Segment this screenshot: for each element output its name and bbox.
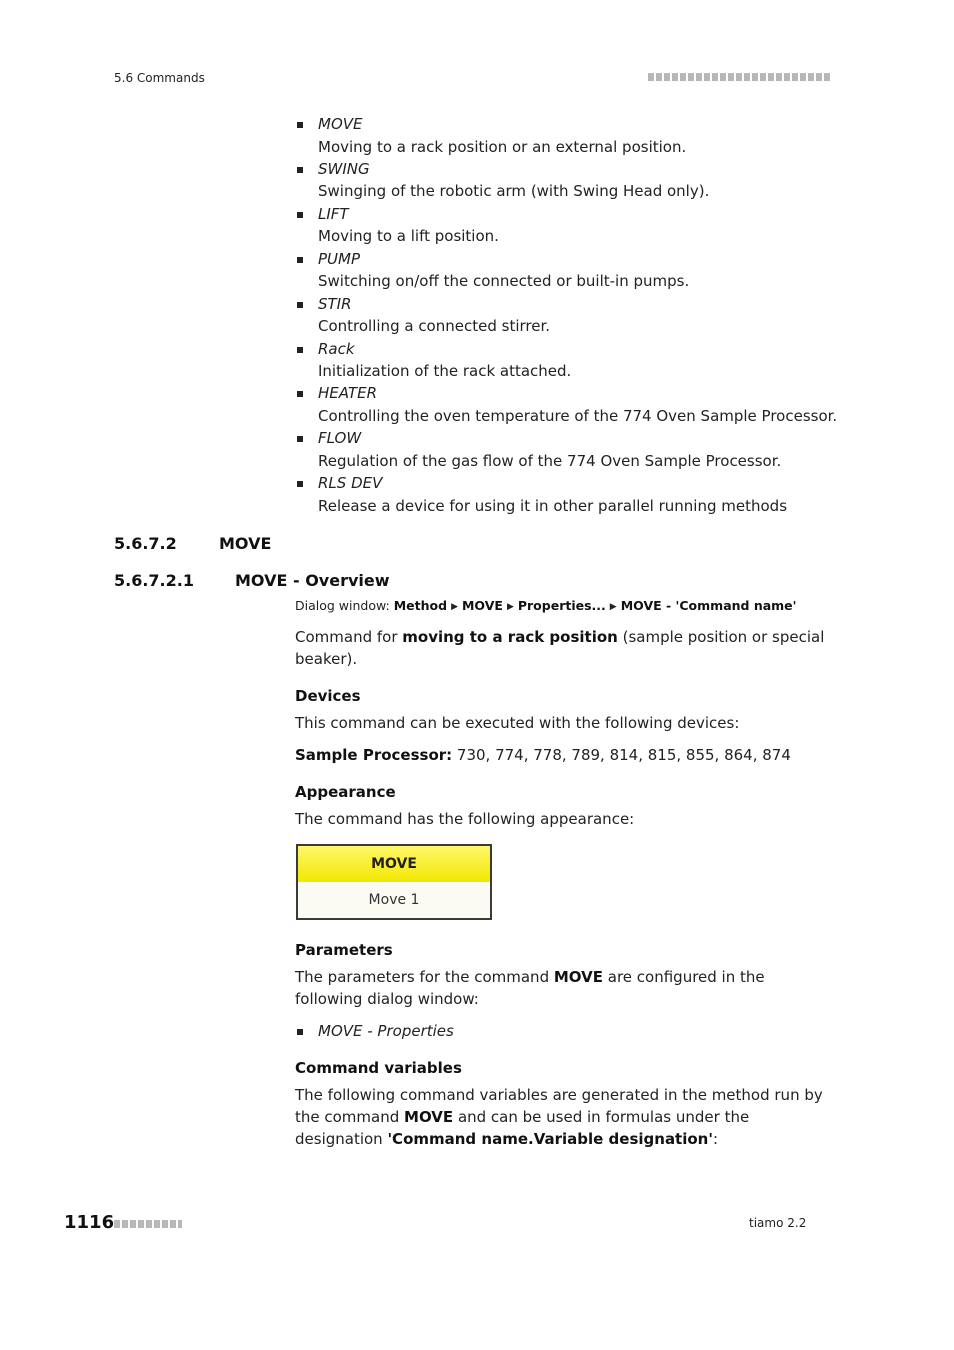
page-number: 1116	[64, 1212, 115, 1233]
parameters-text-part: are configured in the following dialog window:	[295, 968, 765, 1008]
devices-list	[295, 744, 835, 766]
cv-text-part: :	[712, 1130, 719, 1148]
devices-heading: Devices	[295, 687, 361, 705]
devices-text: This command can be executed with the following devices:	[295, 714, 740, 732]
bullet-icon	[297, 257, 303, 263]
dialog-path-prefix: Dialog window:	[295, 598, 390, 613]
appearance-heading: Appearance	[295, 783, 396, 801]
bullet-icon	[297, 391, 303, 397]
dialog-path-step: Method	[393, 598, 448, 613]
list-item-desc: Swinging of the robotic arm (with Swing Head only).	[318, 182, 710, 200]
list-item-desc: Controlling the oven temperature of the 774 Oven Sample Processor.	[318, 407, 838, 425]
bullet-icon	[297, 1029, 303, 1035]
parameters-text-part: The parameters for the command	[295, 968, 554, 986]
list-item-label: SWING	[318, 160, 370, 178]
command-variables-text	[295, 1084, 835, 1150]
list-item-desc: Regulation of the gas flow of the 774 Oven Sample Processor.	[318, 452, 782, 470]
dialog-path-step: MOVE	[461, 598, 503, 613]
list-item-desc: Initialization of the rack attached.	[318, 362, 572, 380]
section-title: MOVE	[219, 534, 272, 553]
devices-label: Sample Processor:	[295, 746, 453, 764]
devices-models: 730, 774, 778, 789, 814, 815, 855, 864, 874	[452, 746, 791, 764]
arrow-right-icon: ▶	[609, 602, 617, 612]
list-item-label: Rack	[318, 340, 355, 358]
bullet-icon	[297, 481, 303, 487]
parameters-heading: Parameters	[295, 941, 393, 959]
list-item-label: RLS DEV	[318, 474, 383, 492]
parameters-dialog-link: MOVE - Properties	[318, 1022, 454, 1040]
list-item-label: MOVE	[318, 115, 363, 133]
dialog-path-step: MOVE - 'Command name'	[620, 598, 797, 613]
list-item-label: HEATER	[318, 384, 377, 402]
list-item-desc: Switching on/off the connected or built-in pumps.	[318, 272, 690, 290]
command-box-name: Move 1	[368, 892, 420, 908]
list-item-label: LIFT	[318, 205, 349, 223]
intro-emphasis: moving to a rack position	[402, 628, 618, 646]
running-header-section: 5.6 Commands	[114, 71, 205, 85]
intro-paragraph	[295, 626, 835, 670]
header-decoration	[648, 73, 830, 81]
cv-designation: 'Command name.Variable designation'	[387, 1130, 713, 1148]
appearance-text: The command has the following appearance:	[295, 810, 635, 828]
cv-emphasis: MOVE	[404, 1108, 454, 1126]
parameters-text	[295, 966, 835, 1010]
footer-product: tiamo 2.2	[749, 1216, 807, 1230]
intro-text: Command for	[295, 628, 403, 646]
list-item-desc: Controlling a connected stirrer.	[318, 317, 551, 335]
bullet-icon	[297, 302, 303, 308]
list-item-desc: Release a device for using it in other parallel running methods	[318, 497, 788, 515]
bullet-icon	[297, 167, 303, 173]
footer-decoration	[114, 1220, 182, 1228]
dialog-path	[295, 598, 797, 613]
arrow-right-icon: ▶	[506, 602, 514, 612]
command-variables-heading: Command variables	[295, 1059, 462, 1077]
list-item-label: STIR	[318, 295, 352, 313]
dialog-path-step: Properties...	[517, 598, 606, 613]
command-appearance-box	[296, 844, 492, 920]
arrow-right-icon: ▶	[451, 602, 458, 612]
bullet-icon	[297, 122, 303, 128]
list-item-label: PUMP	[318, 250, 361, 268]
subsection-number: 5.6.7.2.1	[114, 571, 194, 590]
bullet-icon	[297, 212, 303, 218]
bullet-icon	[297, 436, 303, 442]
command-box-title: MOVE	[298, 846, 490, 882]
bullet-icon	[297, 347, 303, 353]
list-item-label: FLOW	[318, 429, 362, 447]
list-item-desc: Moving to a rack position or an external position.	[318, 138, 687, 156]
section-number: 5.6.7.2	[114, 534, 177, 553]
list-item-desc: Moving to a lift position.	[318, 227, 499, 245]
subsection-title: MOVE - Overview	[235, 571, 390, 590]
intro-text: (sample position or special beaker).	[295, 628, 825, 668]
cv-text-part: The following command variables are generated in the method run by the command	[295, 1086, 823, 1126]
cv-text-part: and can be used in formulas under the designation	[295, 1108, 750, 1148]
parameters-emphasis: MOVE	[553, 968, 603, 986]
